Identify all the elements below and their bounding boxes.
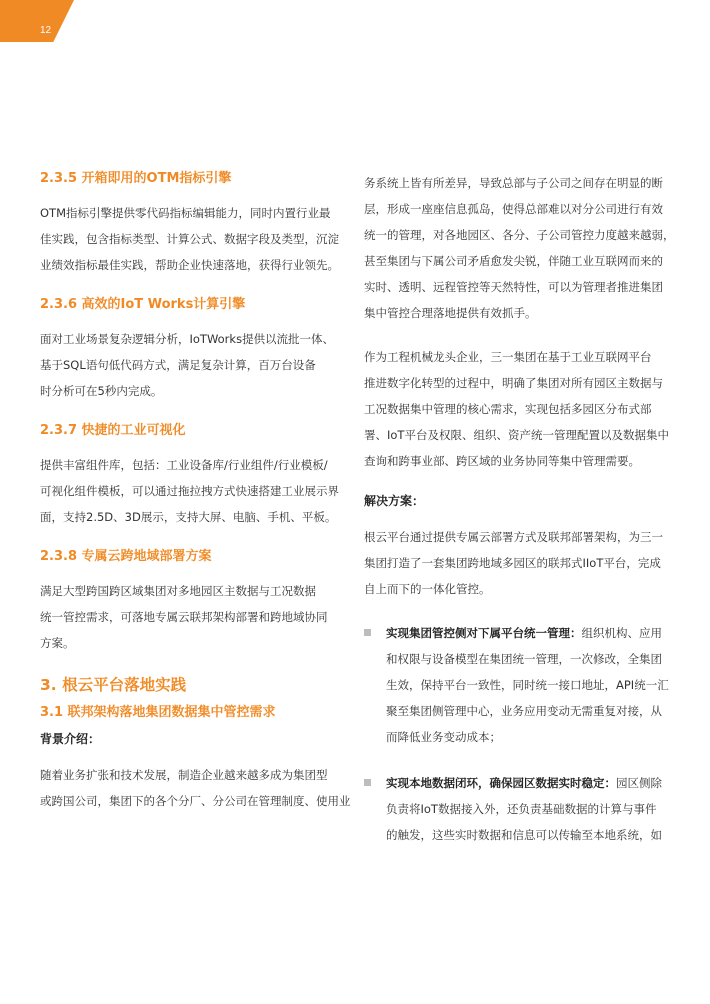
text-line: 的触发，这些实时数据和信息可以传输至本地系统，如 [386, 828, 662, 842]
text-line: 务系统上皆有所差异，导致总部与子公司之间存在明显的断 [364, 176, 663, 190]
text-line: 生效，保持平台一致性，同时统一接口地址，API统一汇 [386, 678, 669, 692]
background-body [40, 762, 351, 814]
bullet-heading: 实现集团管控侧对下属平台统一管理： [386, 626, 582, 640]
bullet-local-data-loop [364, 770, 668, 848]
text-line: 集团打造了一套集团跨地域多园区的联邦式IIoT平台，完成 [364, 556, 661, 570]
text-line: 实时、透明、远程管控等天然特性，可以为管理者推进集团 [364, 280, 663, 294]
text-line: 面对工业场景复杂逻辑分析，IoTWorks提供以流批一体、 [40, 332, 335, 346]
section-2-3-7-title: 2.3.7 快捷的工业可视化 [40, 423, 186, 438]
text-line: 统一管控需求，可落地专属云联邦架构部署和跨地域协同 [40, 610, 328, 624]
text-line: 工况数据集中管理的核心需求，实现包括多园区分布式部 [364, 402, 652, 416]
text-line: OTM指标引擎提供零代码指标编辑能力，同时内置行业最 [40, 206, 331, 220]
text-line: 可视化组件模板，可以通过拖拉拽方式快速搭建工业展示界 [40, 484, 339, 498]
text-line: 层，形成一座座信息孤岛，使得总部难以对分公司进行有效 [364, 202, 663, 216]
background-body-continued [364, 170, 675, 326]
text-line: 根云平台通过提供专属云部署方式及联邦部署架构，为三一 [364, 530, 663, 544]
bullet-text-inline: 组织机构、应用 [581, 626, 662, 640]
bullet-heading: 实现本地数据闭环，确保园区数据实时稳定： [386, 776, 616, 790]
text-line: 满足大型跨国跨区域集团对多地园区主数据与工况数据 [40, 584, 316, 598]
section-2-3-6-body [40, 326, 344, 404]
text-line: 自上而下的一体化管控。 [364, 582, 491, 596]
text-line: 或跨国公司，集团下的各个分厂、分公司在管理制度、使用业 [40, 794, 351, 808]
text-line: 基于SQL语句低代码方式，满足复杂计算，百万台设备 [40, 358, 316, 372]
text-line: 提供丰富组件库，包括：工业设备库/行业组件/行业模板/ [40, 458, 328, 472]
section-2-3-8-title: 2.3.8 专属云跨地域部署方案 [40, 549, 212, 564]
bullet-first-line [386, 620, 668, 646]
bullet-square-icon [364, 779, 371, 786]
text-line: 聚至集团侧管理中心，业务应用变动无需重复对接，从 [386, 704, 662, 718]
text-line: 查询和跨事业部、跨区域的业务协同等集中管理需要。 [364, 454, 640, 468]
text-line: 统一的管理，对各地园区、各分、子公司管控力度越来越弱， [364, 228, 675, 242]
solution-label: 解决方案： [364, 494, 425, 508]
text-line: 甚至集团与下属公司矛盾愈发尖锐，伴随工业互联网而来的 [364, 254, 663, 268]
background-label: 背景介绍： [40, 732, 101, 746]
page-number: 12 [40, 25, 52, 36]
section-2-3-5-body [40, 200, 344, 278]
text-line: 负责将IoT数据接入外，还负责基础数据的计算与事件 [386, 802, 657, 816]
text-line: 而降低业务变动成本； [386, 730, 501, 744]
section-2-3-5-title: 2.3.5 开箱即用的OTM指标引擎 [40, 171, 232, 186]
solution-paragraph [364, 524, 668, 602]
text-line: 推进数字化转型的过程中，明确了集团对所有园区主数据与 [364, 376, 663, 390]
left-column [40, 170, 351, 832]
text-line: 面，支持2.5D、3D展示，支持大屏、电脑、手机、平板。 [40, 510, 337, 524]
bullet-square-icon [364, 629, 371, 636]
page-corner-tab [0, 0, 74, 42]
section-2-3-7-body [40, 452, 344, 530]
bullet-text [386, 770, 668, 848]
section-2-3-8-body [40, 578, 344, 656]
bullet-first-line [386, 770, 668, 796]
text-line: 署、IoT平台及权限、组织、资产统一管理配置以及数据集中 [364, 428, 669, 442]
right-column [364, 170, 675, 868]
section-3-title: 3. 根云平台落地实践 [40, 676, 187, 694]
sany-paragraph [364, 344, 668, 474]
bullet-unified-management [364, 620, 668, 750]
text-line: 方案。 [40, 636, 75, 650]
section-2-3-6-title: 2.3.6 高效的IoT Works计算引擎 [40, 297, 246, 312]
text-line: 业绩效指标最佳实践，帮助企业快速落地，获得行业领先。 [40, 258, 339, 272]
text-line: 集中管控合理落地提供有效抓手。 [364, 306, 537, 320]
text-line: 时分析可在5秒内完成。 [40, 384, 163, 398]
text-line: 和权限与设备模型在集团统一管理，一次修改，全集团 [386, 652, 662, 666]
text-line: 作为工程机械龙头企业，三一集团在基于工业互联网平台 [364, 350, 652, 364]
text-line: 随着业务扩张和技术发展，制造企业越来越多成为集团型 [40, 768, 328, 782]
section-3-1-title: 3.1 联邦架构落地集团数据集中管控需求 [40, 705, 276, 720]
bullet-text [386, 620, 668, 750]
bullet-text-inline: 园区侧除 [616, 776, 662, 790]
text-line: 佳实践，包含指标类型、计算公式、数据字段及类型，沉淀 [40, 232, 339, 246]
